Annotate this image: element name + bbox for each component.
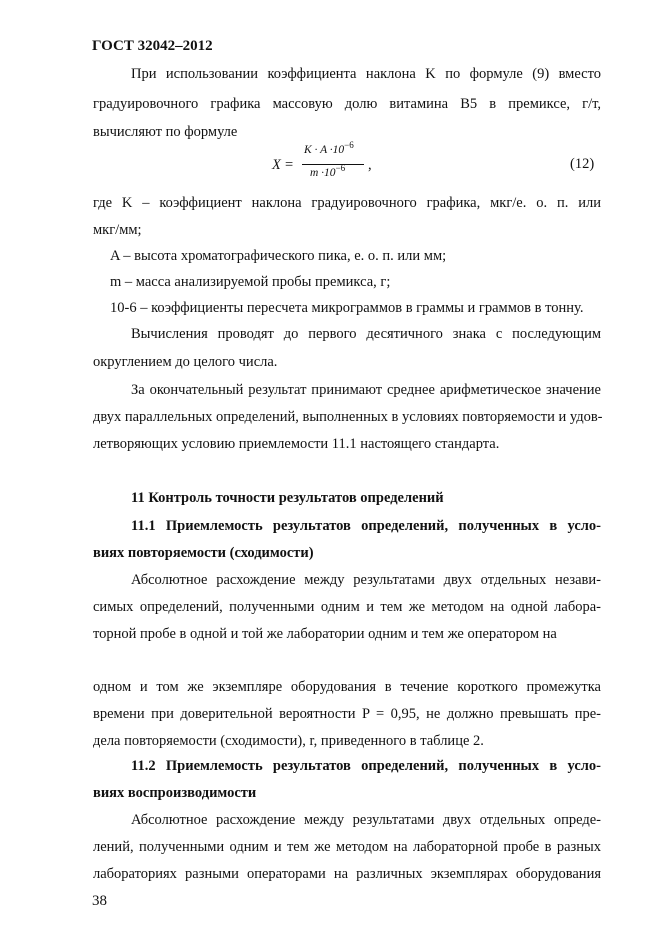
text-line: вычисляют по формуле bbox=[93, 124, 238, 140]
text-line: где K – коэффициент наклона градуировочного графика, мкг/е. о. п. или bbox=[93, 195, 601, 211]
definition-line: A – высота хроматографического пика, е. о. п. или мм; bbox=[110, 248, 447, 264]
text-line: округлением до целого числа. bbox=[93, 354, 278, 370]
subsection-heading: виях повторяемости (сходимости) bbox=[93, 545, 314, 561]
subsection-heading: виях воспроизводимости bbox=[93, 785, 257, 801]
section-heading: 11 Контроль точности результатов определений bbox=[131, 490, 444, 506]
text-line: двух параллельных определений, выполненных в условиях повторяемости и удов- bbox=[93, 409, 603, 425]
text-line: дела повторяемости (сходимости), r, приведенного в таблице 2. bbox=[93, 733, 484, 749]
formula-equals: = bbox=[285, 157, 294, 173]
text-line: Вычисления проводят до первого десятичного знака с последующим bbox=[131, 326, 601, 342]
text-line: торной пробе в одной и той же лаборатории одним и тем же оператором на bbox=[93, 626, 557, 642]
formula-lhs: X bbox=[272, 157, 281, 173]
equation-number: (12) bbox=[570, 156, 595, 172]
formula-numerator: $K \cdot A \cdot 10^{-6}$ bbox=[304, 140, 354, 156]
definition-line: m – масса анализируемой пробы премикса, г; bbox=[110, 274, 391, 290]
document-header: ГОСТ 32042–2012 bbox=[92, 38, 213, 54]
text-line: одном и том же экземпляре оборудования в течение короткого промежутка bbox=[93, 679, 601, 695]
text-line: лений, полученными одним и тем же методом на лабораторной пробе в разных bbox=[93, 839, 601, 855]
text-line: При использовании коэффициента наклона K по формуле (9) вместо bbox=[131, 66, 601, 82]
text-line: симых определений, полученными одним и тем же методом на одной лабора- bbox=[93, 599, 601, 615]
text-line: Абсолютное расхождение между результатами двух отдельных незави- bbox=[131, 572, 601, 588]
text-line: времени при доверительной вероятности P = 0,95, не должно превышать пре- bbox=[93, 706, 601, 722]
page-number: 38 bbox=[92, 893, 107, 909]
text-line: градуировочного графика массовую долю витамина В5 в премиксе, г/т, bbox=[93, 96, 601, 112]
text-line: лабораториях разными операторами на различных экземплярах оборудования bbox=[93, 866, 601, 882]
fraction-bar bbox=[302, 164, 364, 165]
text-line: летворяющих условию приемлемости 11.1 настоящего стандарта. bbox=[93, 436, 500, 452]
subsection-heading: 11.2 Приемлемость результатов определений, полученных в усло- bbox=[131, 758, 601, 774]
text-line: За окончательный результат принимают среднее арифметическое значение bbox=[131, 382, 601, 398]
subsection-heading: 11.1 Приемлемость результатов определений, полученных в усло- bbox=[131, 518, 601, 534]
formula-denominator: $m \cdot 10^{-6}$ bbox=[310, 163, 346, 179]
formula-comma: , bbox=[368, 157, 372, 173]
text-line: Абсолютное расхождение между результатами двух отдельных опреде- bbox=[131, 812, 601, 828]
text-line: мкг/мм; bbox=[93, 222, 142, 238]
definition-line: 10-6 – коэффициенты пересчета микрограммов в граммы и граммов в тонну. bbox=[110, 300, 584, 316]
formula-12 bbox=[272, 141, 412, 189]
